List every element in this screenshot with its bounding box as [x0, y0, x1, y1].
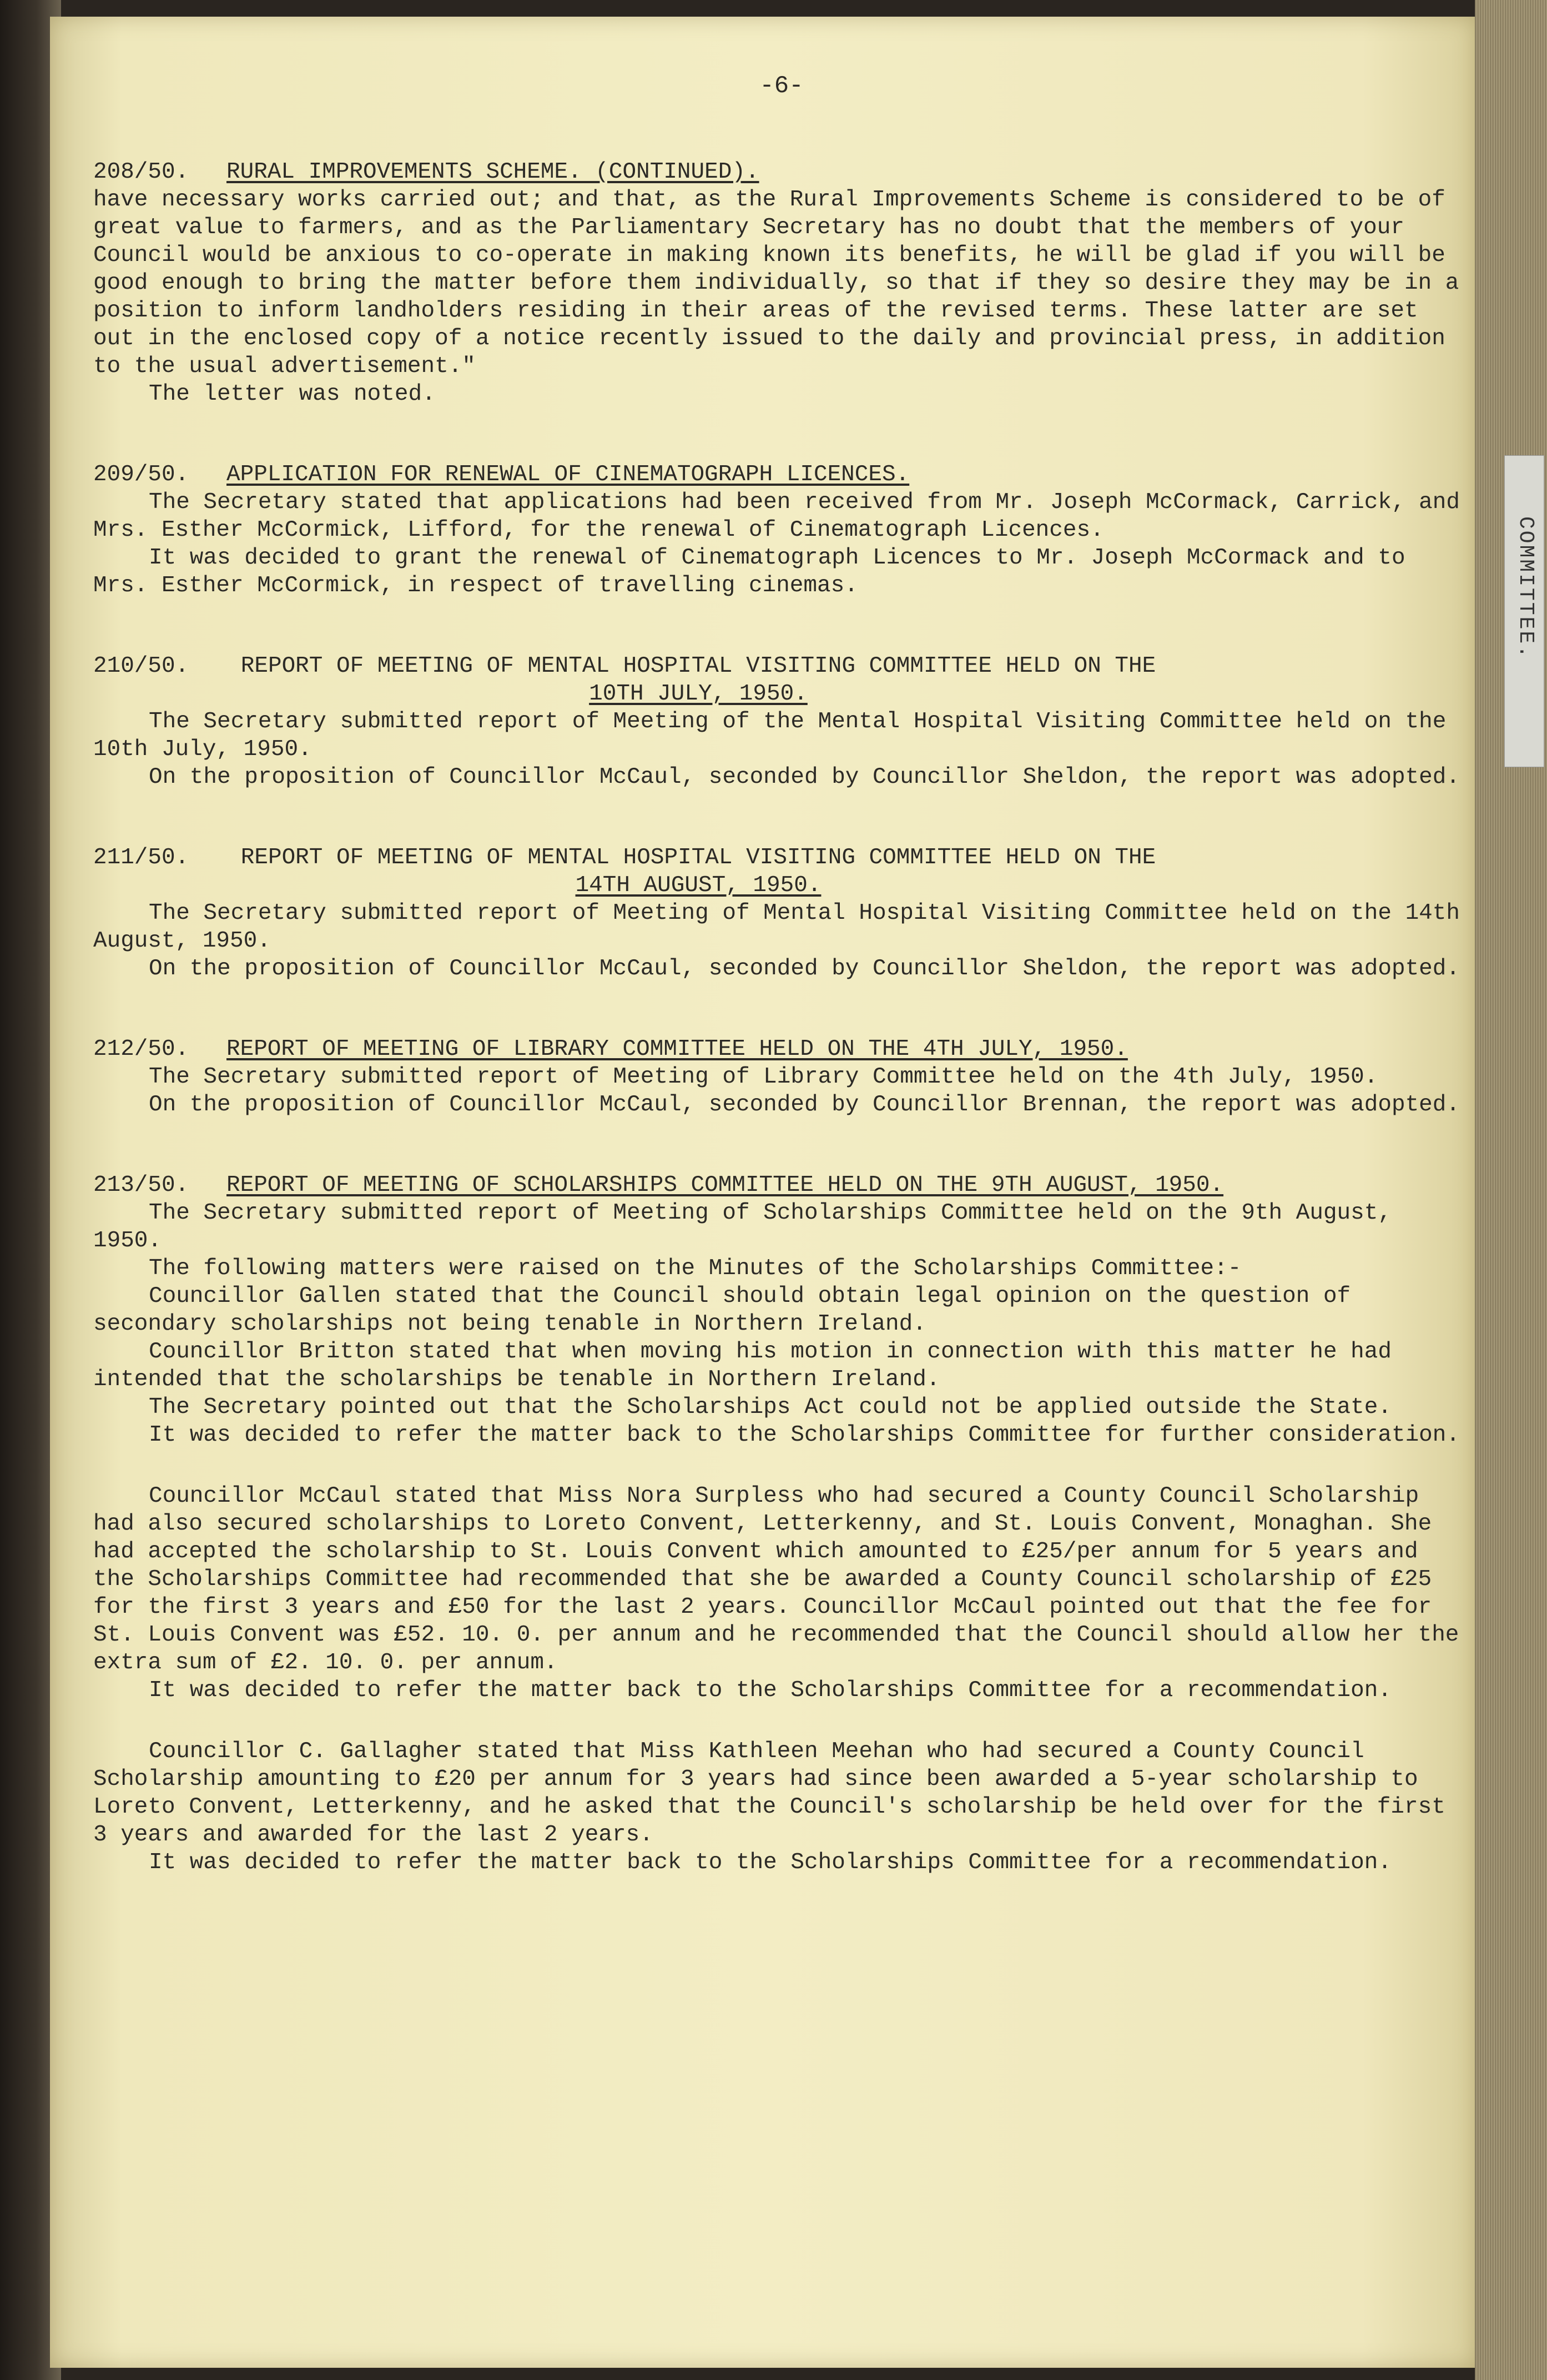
paragraph: Councillor McCaul stated that Miss Nora Surpless who had secured a County Council Scholarship had also secured scholarships to Loreto Convent, Letterkenny, and St. Louis Convent, Monaghan. She had accepted the scholarship to St. Louis Convent which amounted to £25/per annum for 5 years and the Scholarships Committee had recommended that she be awarded a County Council scholarship of £25 for the first 3 years and £50 for the last 2 years. Councillor McCaul pointed out that the fee for St. Louis Convent was £52. 10. 0. per annum and he recommended that the Council should allow her the extra sum of £2. 10. 0. per annum. — [93, 1483, 1459, 1675]
paragraph: It was decided to refer the matter back to the Scholarships Committee for a recommendation. — [149, 1850, 1392, 1875]
entry-header — [93, 1171, 1470, 1199]
paragraph: On the proposition of Councillor McCaul, seconded by Councillor Sheldon, the report was adopted. — [149, 764, 1460, 790]
paragraph: On the proposition of Councillor McCaul, seconded by Councillor Sheldon, the report was adopted. — [149, 956, 1460, 982]
paragraph: Councillor Gallen stated that the Council should obtain legal opinion on the question of secondary scholarships not being tenable in Northern Ireland. — [93, 1284, 1351, 1337]
minute-heading — [226, 844, 1170, 899]
minute-number: 213/50. — [93, 1173, 189, 1198]
minute-heading: RURAL IMPROVEMENTS SCHEME. (CONTINUED). — [226, 159, 759, 185]
paragraph: The Secretary pointed out that the Scholarships Act could not be applied outside the State. — [149, 1395, 1392, 1420]
page-number: -6- — [759, 72, 804, 100]
paragraph: Councillor Britton stated that when moving his motion in connection with this matter he had intended that the scholarships be tenable in Northern Ireland. — [93, 1339, 1392, 1392]
paragraph: The Secretary submitted report of Meeting of the Mental Hospital Visiting Committee held on the 10th July, 1950. — [93, 709, 1447, 762]
paragraph: It was decided to refer the matter back to the Scholarships Committee for further consideration. — [149, 1422, 1460, 1448]
paragraph-gap — [93, 1449, 1470, 1482]
minute-entry — [93, 461, 1470, 600]
heading-line: REPORT OF MEETING OF MENTAL HOSPITAL VISITING COMMITTEE HELD ON THE — [240, 653, 1156, 679]
minute-number: 210/50. — [93, 653, 189, 679]
paragraph: have necessary works carried out; and that, as the Rural Improvements Scheme is considered to be of great value to farmers, and as the Parliamentary Secretary has no doubt that the members of your Council would be anxious to co-operate in making known its benefits, he will be glad if you will be good enough to bring the matter before them individually, so that if they so desire they may be in a position to inform landholders residing in their areas of the revised terms. These latter are set out in the enclosed copy of a notice recently issued to the daily and provincial press, in addition to the usual advertisement." — [93, 187, 1459, 379]
minute-entry — [93, 158, 1470, 408]
minute-entry — [93, 844, 1470, 983]
minute-number: 212/50. — [93, 1036, 189, 1062]
minute-entry — [93, 1035, 1470, 1119]
minute-entry — [93, 652, 1470, 791]
paragraph: It was decided to grant the renewal of Cinematograph Licences to Mr. Joseph McCormack and to Mrs. Esther McCormick, in respect of travelling cinemas. — [93, 545, 1405, 598]
paragraph: Councillor C. Gallagher stated that Miss Kathleen Meehan who had secured a County Council Scholarship amounting to £20 per annum for 3 years had since been awarded a 5-year scholarship to Loreto Convent, Letterkenny, and he asked that the Council's scholarship be held over for the first 3 years and awarded for the last 2 years. — [93, 1739, 1445, 1848]
minute-number: 209/50. — [93, 462, 189, 487]
minute-number: 208/50. — [93, 159, 189, 185]
minute-number: 211/50. — [93, 845, 189, 871]
minute-heading: REPORT OF MEETING OF LIBRARY COMMITTEE HELD ON THE 4TH JULY, 1950. — [226, 1036, 1128, 1062]
paragraph: The letter was noted. — [149, 381, 436, 407]
paragraph: The following matters were raised on the Minutes of the Scholarships Committee:- — [149, 1256, 1242, 1281]
entry-header — [93, 1035, 1470, 1063]
minute-heading: APPLICATION FOR RENEWAL OF CINEMATOGRAPH LICENCES. — [226, 462, 910, 487]
heading-line: REPORT OF MEETING OF MENTAL HOSPITAL VISITING COMMITTEE HELD ON THE — [240, 845, 1156, 871]
minutes-document — [93, 72, 1470, 1929]
paragraph: The Secretary stated that applications had been received from Mr. Joseph McCormack, Carrick, and Mrs. Esther McCormick, Lifford, for the renewal of Cinematograph Licences. — [93, 490, 1460, 543]
minute-heading — [226, 652, 1170, 708]
entry-header — [93, 461, 1470, 489]
entry-header — [93, 158, 1470, 186]
entry-header — [93, 652, 1470, 708]
paragraph-gap — [93, 1704, 1470, 1738]
minute-heading: REPORT OF MEETING OF SCHOLARSHIPS COMMITTEE HELD ON THE 9TH AUGUST, 1950. — [226, 1173, 1224, 1198]
heading-line: 10TH JULY, 1950. — [589, 681, 808, 707]
paragraph: The Secretary submitted report of Meeting of Mental Hospital Visiting Committee held on the 14th August, 1950. — [93, 900, 1460, 954]
heading-line: 14TH AUGUST, 1950. — [575, 873, 822, 898]
minute-entry — [93, 1171, 1470, 1876]
entry-header — [93, 844, 1470, 899]
paragraph: The Secretary submitted report of Meeting of Library Committee held on the 4th July, 1950. — [149, 1064, 1378, 1090]
index-tab-label: COMMITTEE. — [1514, 516, 1538, 660]
paragraph: It was decided to refer the matter back to the Scholarships Committee for a recommendation. — [149, 1678, 1392, 1703]
paragraph: On the proposition of Councillor McCaul, seconded by Councillor Brennan, the report was adopted. — [149, 1092, 1460, 1118]
page-edges — [1475, 0, 1547, 2380]
paragraph: The Secretary submitted report of Meeting of Scholarships Committee held on the 9th August, 1950. — [93, 1200, 1392, 1254]
